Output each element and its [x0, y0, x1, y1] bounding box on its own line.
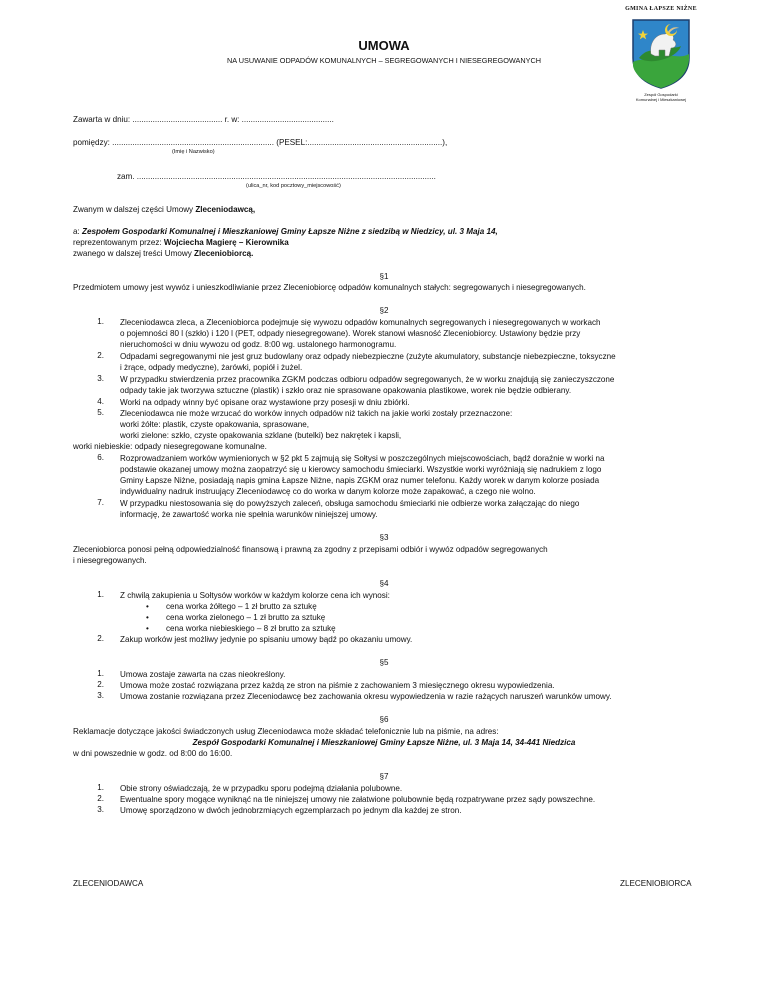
s4-p1: Z chwilą zakupienia u Sołtysów worków w każdym kolorze cena ich wynosi:	[120, 591, 390, 600]
s2-number-6: 6.	[97, 453, 104, 462]
contractor-prefix: a:	[73, 227, 82, 236]
s2-p1-line-1: Zleceniodawca zleca, a Zleceniobiorca podejmuje się wywozu odpadów komunalnych segregowanych i niesegregowanych w workach	[120, 318, 601, 327]
crest-caption-line-1: Zespół Gospodarki	[644, 92, 678, 97]
s2-p4: Worki na odpady winny być opisane oraz wystawione przy posesji w dniu zbiórki.	[120, 398, 410, 407]
s4-bullet-2	[146, 612, 325, 623]
contractor-designation	[73, 248, 253, 259]
crest-caption	[606, 92, 716, 102]
s4-bullet-3-text: cena worka niebieskiego – 8 zł brutto za sztukę	[166, 624, 336, 633]
s7-p1: Obie strony oświadczają, że w przypadku sporu podejmą działania polubowne.	[120, 784, 403, 793]
s2-p2-line-1: Odpadami segregowanymi nie jest gruz budowlany oraz odpady niebezpieczne (zużyte akumulatory, substancje niebezpieczne, toksyczne	[120, 352, 616, 361]
s4-bullet-1-text: cena worka żółtego – 1 zł brutto za sztukę	[166, 602, 317, 611]
contractor-entity: Zespołem Gospodarki Komunalnej i Mieszkaniowej Gminy Łapsze Niżne z siedzibą w Niedzicy, ul. 3 Maja 14,	[82, 227, 498, 236]
section-6-text: Reklamacje dotyczące jakości świadczonych usług Zleceniodawca może składać telefonicznie lub na piśmie, na adres:	[73, 727, 499, 736]
s7-p2: Ewentualne spory mogące wyniknąć na tle niniejszej umowy nie załatwione polubownie będą rozpatrywane przez sądy powszechne.	[120, 795, 596, 804]
s2-p6-line-4: indywidualny nadruk instruujący Zleceniodawcę co do worka w danym kolorze może zapakować, a czego nie wolno.	[120, 487, 536, 496]
section-3-heading: §3	[379, 533, 389, 542]
s5-number-1: 1.	[97, 669, 104, 678]
section-3-text-line-2: i niesegregowanych.	[73, 556, 147, 565]
s2-p5-line-3: worki zielone: szkło, czyste opakowania szklane (butelki) bez nakrętek i kapsli,	[120, 431, 402, 440]
s2-p1-line-2: o pojemności 80 l (szkło) i 120 l (PET, odpady niesegregowane). Worek stanowi własność Zleceniobiorcy. Ustawiony będzie przy	[120, 329, 581, 338]
section-4-heading: §4	[379, 579, 389, 588]
s4-bullet-1	[146, 601, 317, 612]
s2-p2-line-2: i żrące, odpady medyczne), żarówki, popiół i żużel.	[120, 363, 303, 372]
s2-number-1: 1.	[97, 317, 104, 326]
s2-number-3: 3.	[97, 374, 104, 383]
bullet-icon: •	[146, 624, 149, 633]
s2-p6-line-2: podstawie okazanej umowy można zaopatrzyć się u kierowcy samochodu śmieciarki. Wszystkie worki wyróżniają się nadrukiem z logo	[120, 465, 602, 474]
s5-p2: Umowa może zostać rozwiązana przez każdą ze stron na piśmie z zachowaniem 3 miesięcznego okresu wypowiedzenia.	[120, 681, 555, 690]
crest-banner: GMINA ŁAPSZE NIŻNE	[625, 6, 697, 12]
s2-p3-line-1: W przypadku stwierdzenia przez pracownika ZGKM podczas odbioru odpadów segregowanych, że w worku znajdują się zanieczyszczone	[120, 375, 615, 384]
s4-p2: Zakup worków jest możliwy jedynie po spisaniu umowy bądź po okazaniu umowy.	[120, 635, 413, 644]
s7-number-2: 2.	[97, 794, 104, 803]
s4-number-2: 2.	[97, 634, 104, 643]
s2-p5-line-2: worki żółte: plastik, czyste opakowania, sprasowane,	[120, 420, 309, 429]
s5-number-3: 3.	[97, 691, 104, 700]
s2-p3-line-2: odpady takie jak tworzywa sztuczne (plastik) i szkło oraz nie sprasowane opakowania plastikowe, worek nie będzie odbierany.	[120, 386, 572, 395]
section-1-text: Przedmiotem umowy jest wywóz i unieszkodliwianie przez Zleceniobiorcę odpadów komunalnych stałych: segregowanych i niesegregowanych.	[73, 283, 586, 292]
bullet-icon: •	[146, 602, 149, 611]
representative-name: Wojciecha Magierę – Kierownika	[163, 238, 289, 247]
representative-label: reprezentowanym przez:	[73, 238, 164, 247]
client-designation-text: Zwanym w dalszej części Umowy	[73, 205, 196, 214]
section-1-heading: §1	[379, 272, 389, 281]
s2-p1-line-3: nieruchomości w dniu wywozu od godz. 8:00 wg. ustalonego harmonogramu.	[120, 340, 397, 349]
s2-p6-line-3: Gminy Łapsze Niżne, posiadają napis gmina Łapsze Niżne, napis ZGKM oraz numer telefonu. Każdy worek w danym kolorze posiada	[120, 476, 600, 485]
s2-number-7: 7.	[97, 498, 104, 507]
crest-shield-icon	[631, 18, 691, 90]
s2-p5-line-4: worki niebieskie: odpady niesegregowane komunalne.	[73, 442, 267, 451]
signature-contractor: ZLECENIOBIORCA	[620, 879, 692, 888]
s4-number-1: 1.	[97, 590, 104, 599]
s5-p3: Umowa zostanie rozwiązana przez Zleceniodawcę bez zachowania okresu wypowiedzenia w razie rażących naruszeń warunków umowy.	[120, 692, 612, 701]
s7-number-1: 1.	[97, 783, 104, 792]
bullet-icon: •	[146, 613, 149, 622]
s2-number-2: 2.	[97, 351, 104, 360]
document-title: UMOWA	[358, 38, 410, 53]
client-designation-role: Zleceniodawcą,	[195, 205, 256, 214]
section-6-heading: §6	[379, 715, 389, 724]
s2-p7-line-2: informację, że zawartość worka nie spełnia warunków niniejszej umowy.	[120, 510, 378, 519]
s2-p6-line-1: Rozprowadzaniem worków wymienionych w §2 pkt 5 zajmują się Sołtysi w poszczególnych miejscowościach, bądź doraźnie w worki na	[120, 454, 605, 463]
s5-p1: Umowa zostaje zawarta na czas nieokreślony.	[120, 670, 286, 679]
section-6-hours: w dni powszednie w godz. od 8:00 do 16:00.	[73, 749, 233, 758]
name-hint: (Imię i Nazwisko)	[172, 149, 215, 155]
s4-bullet-3	[146, 623, 336, 634]
s2-p5-line-1: Zleceniodawca nie może wrzucać do worków innych odpadów niż takich na jakie worki zostały przeznaczone:	[120, 409, 513, 418]
section-3-text-line-1: Zleceniobiorca ponosi pełną odpowiedzialność finansową i prawną za zgodny z przepisami odbiór i wywóz odpadów segregowanych	[73, 545, 548, 554]
client-designation	[73, 204, 255, 215]
s7-p3: Umowę sporządzono w dwóch jednobrzmiących egzemplarzach po jednym dla każdej ze stron.	[120, 806, 462, 815]
address-hint: (ulica_nr, kod pocztowy_miejscowość)	[246, 183, 341, 189]
section-7-heading: §7	[379, 772, 389, 781]
section-6-address: Zespół Gospodarki Komunalnej i Mieszkaniowej Gminy Łapsze Niżne, ul. 3 Maja 14, 34-441 Niedzica	[192, 738, 576, 747]
s7-number-3: 3.	[97, 805, 104, 814]
contract-date-line: Zawarta w dniu: ........................................ r. w: .........................................	[73, 115, 334, 124]
s2-number-4: 4.	[97, 397, 104, 406]
contractor-designation-role: Zleceniobiorcą.	[194, 249, 254, 258]
section-2-heading: §2	[379, 306, 389, 315]
contractor-designation-text: zwanego w dalszej treści Umowy	[73, 249, 194, 258]
s5-number-2: 2.	[97, 680, 104, 689]
s2-p7-line-1: W przypadku niestosowania się do powyższych zaleceń, obsługa samochodu śmieciarki nie odbierze worka załączając do niego	[120, 499, 580, 508]
address-line: zam. .....................................................................................................................................	[117, 172, 436, 181]
contractor-line	[73, 226, 498, 237]
crest-caption-line-2: Komunalnej i Mieszkaniowej	[635, 97, 687, 102]
document-subtitle: NA USUWANIE ODPADÓW KOMUNALNYCH – SEGREGOWANYCH I NIESEGREGOWANYCH	[226, 56, 542, 65]
signature-client: ZLECENIODAWCA	[73, 879, 144, 888]
section-5-heading: §5	[379, 658, 389, 667]
representative-line	[73, 237, 289, 248]
s4-bullet-2-text: cena worka zielonego – 1 zł brutto za sztukę	[166, 613, 326, 622]
party-line: pomiędzy: ........................................................................ (PESEL:............................................................),	[73, 138, 448, 147]
s2-number-5: 5.	[97, 408, 104, 417]
